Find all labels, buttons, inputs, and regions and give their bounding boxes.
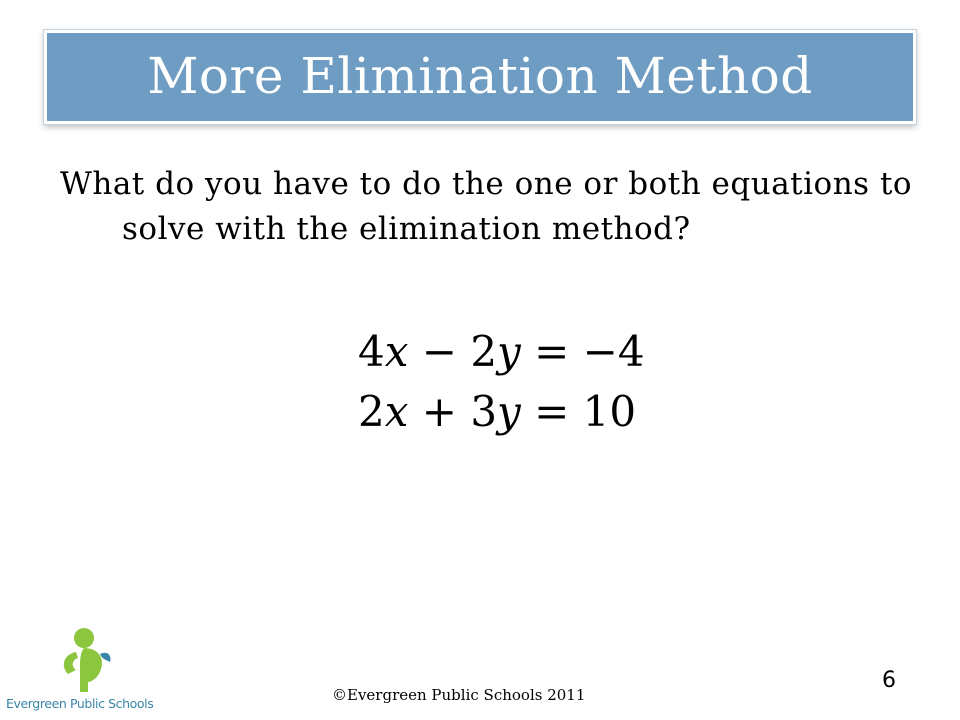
logo-wordmark: Evergreen Public Schools (6, 696, 154, 711)
title-banner (44, 30, 916, 124)
equation-system (330, 322, 645, 442)
question-text: What do you have to do the one or both equations to solve with the elimination method? (60, 166, 913, 247)
page-number: 6 (882, 668, 896, 693)
person-icon (54, 624, 114, 694)
equation-1: 4x − 2y = −4 (358, 327, 645, 376)
footer-copyright: ©Evergreen Public Schools 2011 (332, 686, 586, 704)
slide-title: More Elimination Method (147, 47, 813, 105)
evergreen-logo (6, 624, 156, 718)
equation-2: 2x + 3y = 10 (358, 387, 637, 436)
